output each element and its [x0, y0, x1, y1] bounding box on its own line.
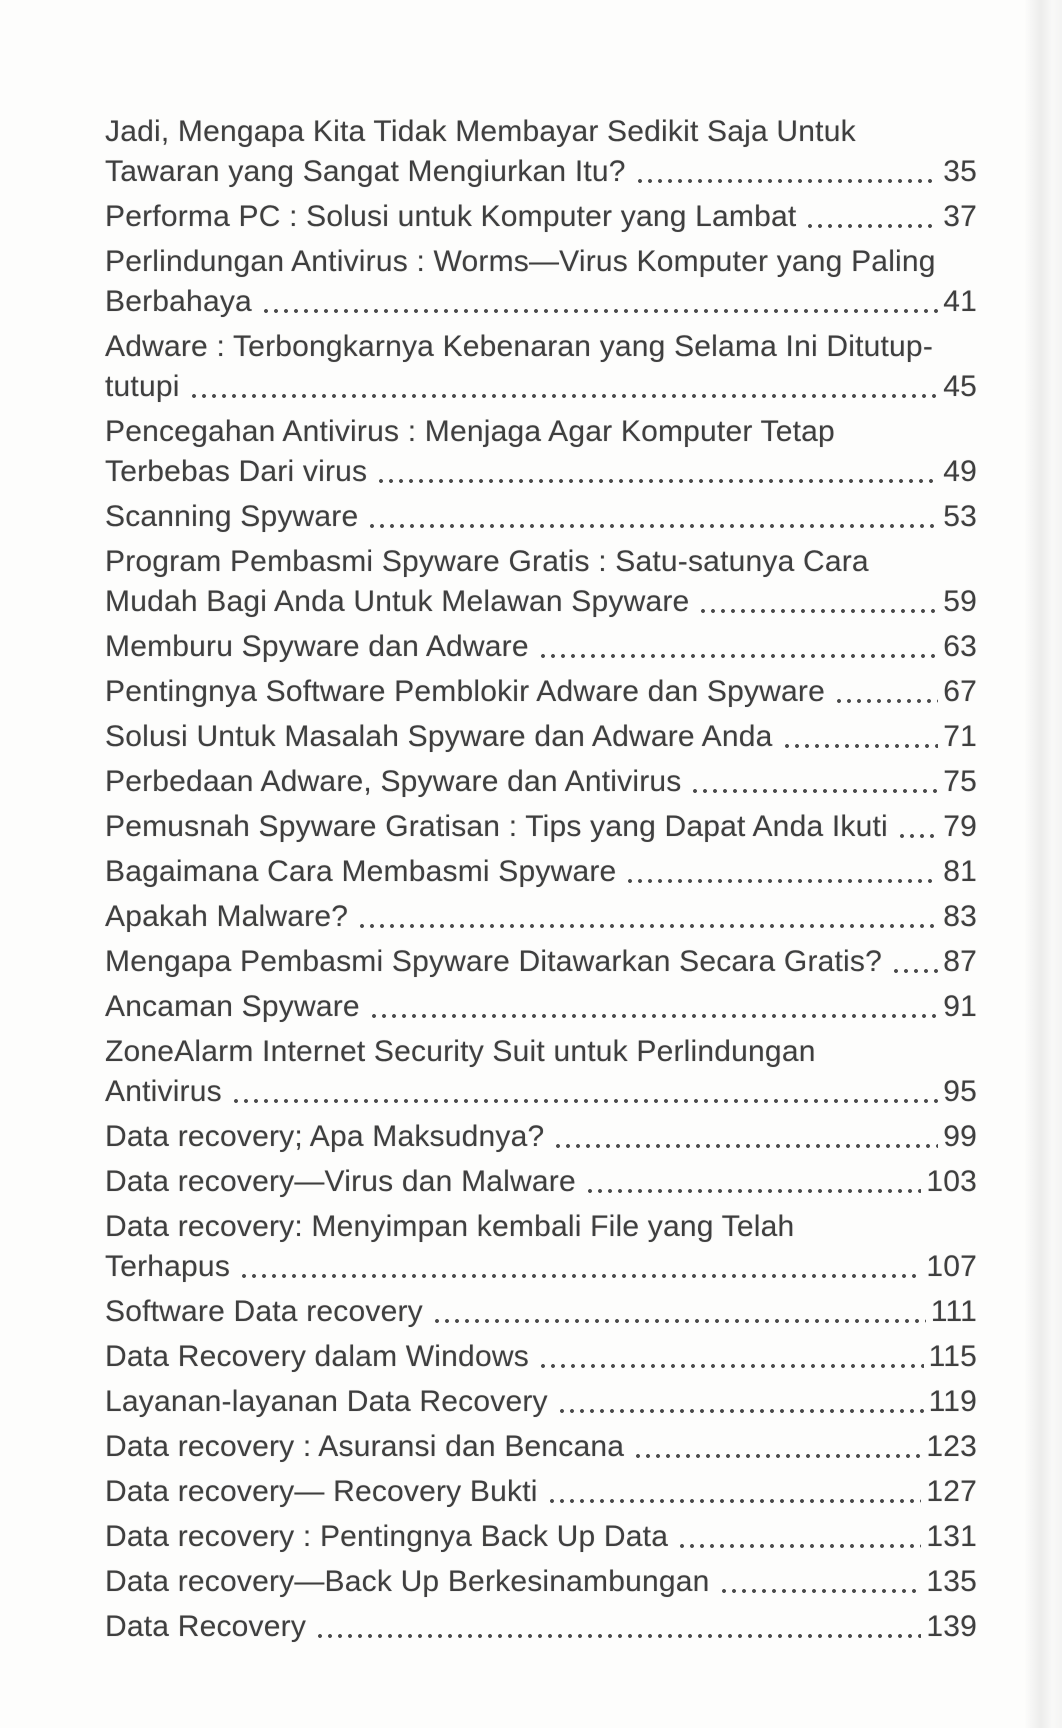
toc-entry-title-line: Data recovery: Menyimpan kembali File yang Telah — [105, 1210, 795, 1243]
toc-entry-title: Data recovery : Asuransi dan Bencana — [105, 1430, 625, 1463]
toc-entry-title: Scanning Spyware — [105, 500, 359, 533]
page-number: 87 — [943, 945, 977, 978]
page-number: 53 — [943, 500, 977, 533]
dot-leader — [229, 1072, 938, 1112]
toc-entry-last-line — [105, 1162, 977, 1202]
dot-leader — [889, 942, 938, 982]
dot-leader — [365, 497, 938, 537]
toc-entry — [105, 542, 977, 622]
toc-entry-last-line — [105, 1382, 977, 1422]
page-number: 45 — [943, 370, 977, 403]
toc-entry-last-line — [105, 672, 977, 712]
dot-leader — [832, 672, 938, 712]
toc-entry-last-line — [105, 762, 977, 802]
page-number: 139 — [926, 1610, 977, 1643]
page-number: 107 — [926, 1250, 977, 1283]
toc-entry — [105, 112, 977, 192]
toc-entry — [105, 717, 977, 757]
toc-entry-last-line — [105, 1472, 977, 1512]
page-edge-shadow — [1024, 0, 1062, 1728]
toc-entry-last-line — [105, 582, 977, 622]
toc-entry — [105, 412, 977, 492]
toc-entry-last-line — [105, 282, 977, 322]
toc-entry-title: Data Recovery — [105, 1610, 307, 1643]
dot-leader — [631, 1427, 921, 1467]
page-number: 37 — [943, 200, 977, 233]
toc-entry — [105, 1032, 977, 1112]
dot-leader — [696, 582, 938, 622]
page-number: 81 — [943, 855, 977, 888]
toc-entry — [105, 672, 977, 712]
toc-entry-title: Ancaman Spyware — [105, 990, 360, 1023]
dot-leader — [187, 367, 939, 407]
dot-leader — [803, 197, 938, 237]
toc-entry — [105, 1337, 977, 1377]
toc-entry-title: Performa PC : Solusi untuk Komputer yang Lambat — [105, 200, 797, 233]
toc-entry-last-line — [105, 497, 977, 537]
toc-entry-last-line — [105, 717, 977, 757]
toc-entry-last-line — [105, 152, 977, 192]
toc-entry-last-line — [105, 452, 977, 492]
dot-leader — [367, 987, 938, 1027]
toc-entry-title-line: Pencegahan Antivirus : Menjaga Agar Komputer Tetap — [105, 415, 835, 448]
dot-leader — [895, 807, 938, 847]
page-number: 59 — [943, 585, 977, 618]
toc-entry — [105, 1472, 977, 1512]
page-number: 115 — [928, 1340, 977, 1373]
toc-entry — [105, 942, 977, 982]
toc-entry-title: Memburu Spyware dan Adware — [105, 630, 529, 663]
page-number: 103 — [926, 1165, 977, 1198]
toc-entry-title: Pentingnya Software Pemblokir Adware dan Spyware — [105, 675, 825, 708]
page-number: 83 — [943, 900, 977, 933]
toc-entry-title: Antivirus — [105, 1075, 222, 1108]
toc-entry-title-line: ZoneAlarm Internet Security Suit untuk Perlindungan — [105, 1035, 816, 1068]
toc-entry — [105, 327, 977, 407]
dot-leader — [555, 1382, 924, 1422]
toc-entry-last-line — [105, 1337, 977, 1377]
toc-entry-title: tutupi — [105, 370, 180, 403]
toc-entry — [105, 987, 977, 1027]
dot-leader — [675, 1517, 921, 1557]
toc-entry-title: Solusi Untuk Masalah Spyware dan Adware Anda — [105, 720, 773, 753]
dot-leader — [237, 1247, 921, 1287]
dot-leader — [633, 152, 939, 192]
dot-leader — [259, 282, 938, 322]
toc-entry-title-line: Program Pembasmi Spyware Gratis : Satu-satunya Cara — [105, 545, 869, 578]
toc-entry-last-line — [105, 627, 977, 667]
page-number: 123 — [926, 1430, 977, 1463]
toc-entry-last-line — [105, 1247, 977, 1287]
toc-entry-last-line — [105, 1117, 977, 1157]
toc-entry — [105, 1382, 977, 1422]
toc-entry-title: Data recovery : Pentingnya Back Up Data — [105, 1520, 669, 1553]
page-number: 135 — [926, 1565, 977, 1598]
toc-entry — [105, 897, 977, 937]
toc-entry-title: Mudah Bagi Anda Untuk Melawan Spyware — [105, 585, 690, 618]
toc-entry — [105, 1517, 977, 1557]
toc-entry — [105, 852, 977, 892]
toc-entry-last-line — [105, 987, 977, 1027]
toc-entry-last-line — [105, 197, 977, 237]
page-number: 75 — [943, 765, 977, 798]
page-number: 79 — [943, 810, 977, 843]
toc-entry — [105, 242, 977, 322]
dot-leader — [536, 1337, 924, 1377]
toc-entry — [105, 1292, 977, 1332]
dot-leader — [551, 1117, 938, 1157]
toc-entry — [105, 1117, 977, 1157]
toc-entry-last-line — [105, 1427, 977, 1467]
toc-entry-title: Bagaimana Cara Membasmi Spyware — [105, 855, 617, 888]
page-number: 111 — [930, 1295, 977, 1328]
page-number: 119 — [928, 1385, 977, 1418]
toc-entry-title: Data recovery—Back Up Berkesinambungan — [105, 1565, 710, 1598]
toc-entry-last-line — [105, 1292, 977, 1332]
toc-entry-last-line — [105, 367, 977, 407]
toc-entry-title: Layanan-layanan Data Recovery — [105, 1385, 548, 1418]
dot-leader — [583, 1162, 922, 1202]
toc-entry — [105, 497, 977, 537]
toc-entry-last-line — [105, 807, 977, 847]
toc-entry-title: Apakah Malware? — [105, 900, 349, 933]
toc-entry-last-line — [105, 1072, 977, 1112]
dot-leader — [313, 1607, 921, 1647]
toc-entry-last-line — [105, 1607, 977, 1647]
toc-entry-last-line — [105, 852, 977, 892]
toc-entry-title: Berbahaya — [105, 285, 252, 318]
toc-entry-title: Perbedaan Adware, Spyware dan Antivirus — [105, 765, 682, 798]
toc-entry — [105, 1162, 977, 1202]
toc-entry-title: Mengapa Pembasmi Spyware Ditawarkan Secara Gratis? — [105, 945, 883, 978]
dot-leader — [430, 1292, 926, 1332]
toc-entry — [105, 807, 977, 847]
page-number: 41 — [943, 285, 977, 318]
page-number: 99 — [943, 1120, 977, 1153]
dot-leader — [780, 717, 939, 757]
toc-entry-title-line: Perlindungan Antivirus : Worms—Virus Komputer yang Paling — [105, 245, 936, 278]
page-number: 67 — [943, 675, 977, 708]
toc-entry — [105, 197, 977, 237]
toc-entry-title: Data Recovery dalam Windows — [105, 1340, 529, 1373]
toc-entry-last-line — [105, 1562, 977, 1602]
toc-entry — [105, 1607, 977, 1647]
toc-entry-title: Terhapus — [105, 1250, 231, 1283]
dot-leader — [374, 452, 938, 492]
page-number: 71 — [943, 720, 977, 753]
toc-entry — [105, 1427, 977, 1467]
toc-entry-title: Software Data recovery — [105, 1295, 423, 1328]
toc-entry-title: Tawaran yang Sangat Mengiurkan Itu? — [105, 155, 626, 188]
page-number: 35 — [943, 155, 977, 188]
toc-entry-last-line — [105, 897, 977, 937]
toc-entry — [105, 627, 977, 667]
toc-entry-title: Data recovery— Recovery Bukti — [105, 1475, 538, 1508]
toc-entry-title: Data recovery; Apa Maksudnya? — [105, 1120, 545, 1153]
toc-entry-title: Terbebas Dari virus — [105, 455, 368, 488]
page-number: 91 — [943, 990, 977, 1023]
dot-leader — [688, 762, 938, 802]
dot-leader — [355, 897, 938, 937]
dot-leader — [545, 1472, 922, 1512]
toc-entry-title-line: Adware : Terbongkarnya Kebenaran yang Selama Ini Ditutup- — [105, 330, 934, 363]
page-number: 49 — [943, 455, 977, 488]
toc-entry — [105, 762, 977, 802]
page-number: 95 — [943, 1075, 977, 1108]
page-number: 63 — [943, 630, 977, 663]
toc-entry-title: Data recovery—Virus dan Malware — [105, 1165, 576, 1198]
toc-entry-last-line — [105, 942, 977, 982]
toc-entry-title: Pemusnah Spyware Gratisan : Tips yang Dapat Anda Ikuti — [105, 810, 888, 843]
toc-entry-title-line: Jadi, Mengapa Kita Tidak Membayar Sedikit Saja Untuk — [105, 115, 856, 148]
page-number: 127 — [926, 1475, 977, 1508]
page-number: 131 — [926, 1520, 977, 1553]
toc-entry-last-line — [105, 1517, 977, 1557]
toc-entry — [105, 1562, 977, 1602]
toc-entry — [105, 1207, 977, 1287]
dot-leader — [536, 627, 938, 667]
dot-leader — [623, 852, 938, 892]
toc-list — [105, 112, 977, 1652]
dot-leader — [717, 1562, 922, 1602]
